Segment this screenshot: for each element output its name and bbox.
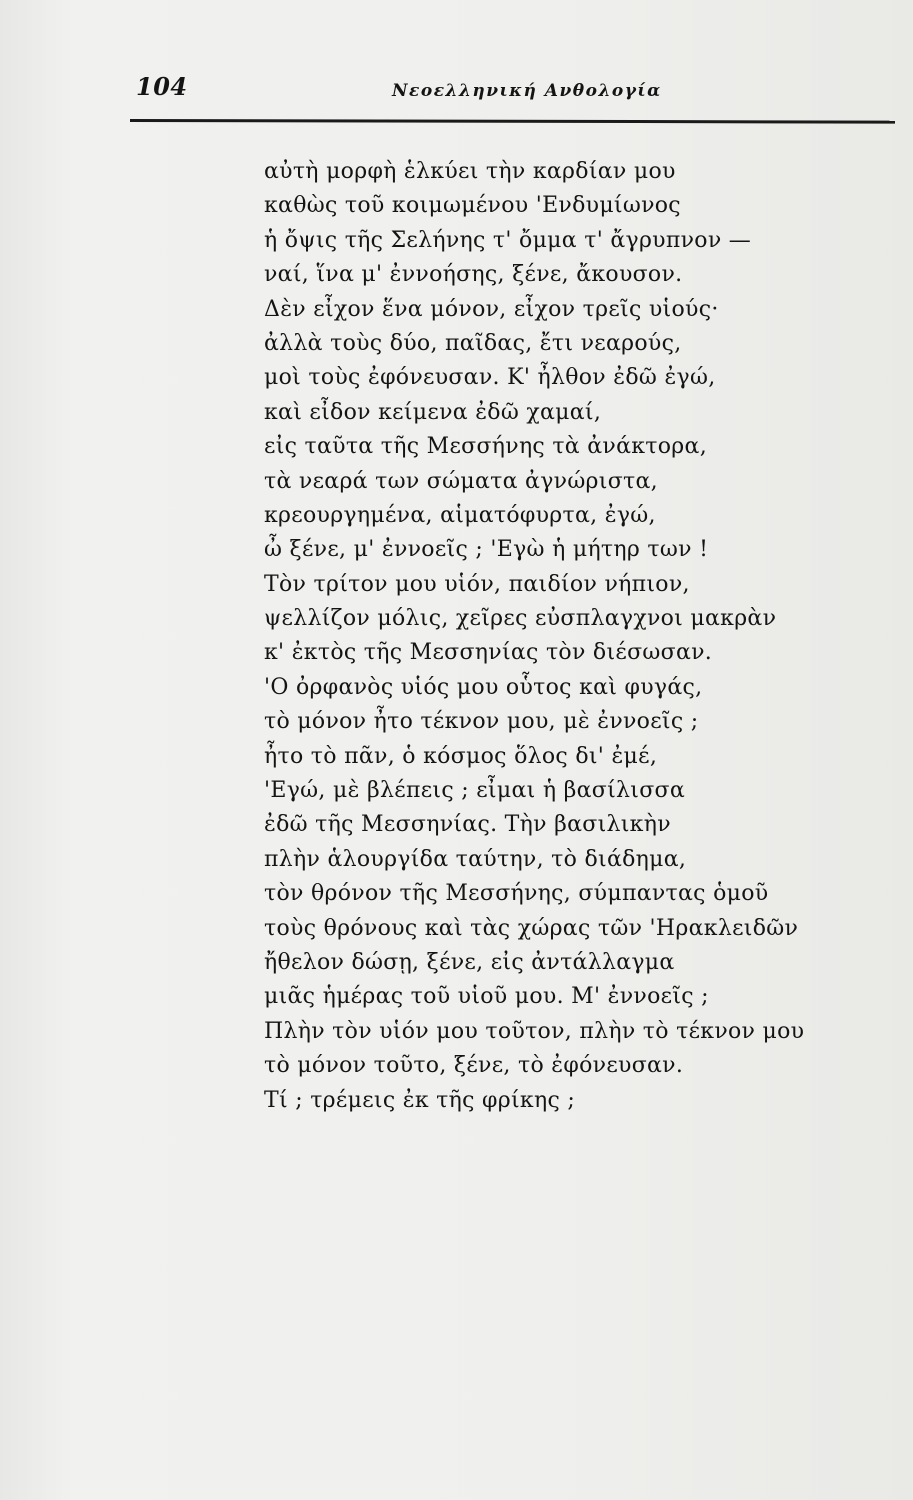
header-rule [130,119,895,124]
poem-line: αὐτὴ μορφὴ ἑλκύει τὴν καρδίαν μου [264,159,676,184]
poem-line: τοὺς θρόνους καὶ τὰς χώρας τῶν 'Ηρακλειδῶν [264,915,799,941]
poem-line: τὸν θρόνον τῆς Μεσσήνης, σύμπαντας ὁμοῦ [264,881,769,907]
poem-line: μιᾶς ἡμέρας τοῦ υἱοῦ μου. Μ' ἐννοεῖς ; [264,984,709,1010]
poem-line: ἡ ὄψις τῆς Σελήνης τ' ὄμμα τ' ἄγρυπνον — [264,227,752,253]
poem-line: Τὸν τρίτον μου υἱόν, παιδίον νήπιον, [264,571,690,597]
poem-line: ψελλίζον μόλις, χεῖρες εὐσπλαγχνοι μακρὰν [264,606,777,632]
poem-line: Δὲν εἶχον ἕνα μόνον, εἶχον τρεῖς υἱούς· [264,296,719,322]
poem-line: Τί ; τρέμεις ἐκ τῆς φρίκης ; [264,1087,576,1113]
poem-line: κ' ἐκτὸς τῆς Μεσσηνίας τὸν διέσωσαν. [264,640,713,666]
poem-line: καὶ εἶδον κείμενα ἐδῶ χαμαί, [264,399,602,425]
poem-line: πλὴν ἁλουργίδα ταύτην, τὸ διάδημα, [264,846,687,872]
poem-line: μοὶ τοὺς ἐφόνευσαν. Κ' ἦλθον ἐδῶ ἐγώ, [264,365,716,391]
running-title: Νεοελληνική Ανθολογία [392,81,662,101]
page-number: 104 [136,72,188,101]
poem-line: ἀλλὰ τοὺς δύο, παῖδας, ἔτι νεαρούς, [264,330,682,356]
poem-line: τὸ μόνον τοῦτο, ξένε, τὸ ἐφόνευσαν. [264,1053,684,1079]
poem-line: ἤθελον δώσῃ, ξένε, εἰς ἀντάλλαγμα [264,949,675,975]
poem-line: τὰ νεαρά των σώματα ἀγνώριστα, [264,468,658,494]
poem-line: τὸ μόνον ἦτο τέκνον μου, μὲ ἐννοεῖς ; [264,709,699,735]
poem-line: καθὼς τοῦ κοιμωμένου 'Ενδυμίωνος [264,193,681,219]
poem-line: Πλὴν τὸν υἱόν μου τοῦτον, πλὴν τὸ τέκνον μου [264,1018,805,1044]
poem-line: ἦτο τὸ πᾶν, ὁ κόσμος ὅλος δι' ἐμέ, [264,743,658,769]
poem-line: ὦ ξένε, μ' ἐννοεῖς ; 'Εγὼ ἡ μήτηρ των ! [264,537,709,563]
poem-line: ναί, ἵνα μ' ἐννοήσης, ξένε, ἄκουσον. [264,262,683,288]
poem-line: ἐδῶ τῆς Μεσσηνίας. Τὴν βασιλικὴν [264,812,671,838]
poem-text [264,155,844,1118]
poem-line: 'Εγώ, μὲ βλέπεις ; εἶμαι ἡ βασίλισσα [264,778,685,804]
poem-line: κρεουργημένα, αἱματόφυρτα, ἐγώ, [264,502,656,528]
poem-line: εἰς ταῦτα τῆς Μεσσήνης τὰ ἀνάκτορα, [264,434,707,460]
poem-line: 'Ο ὀρφανὸς υἱός μου οὗτος καὶ φυγάς, [264,674,703,700]
